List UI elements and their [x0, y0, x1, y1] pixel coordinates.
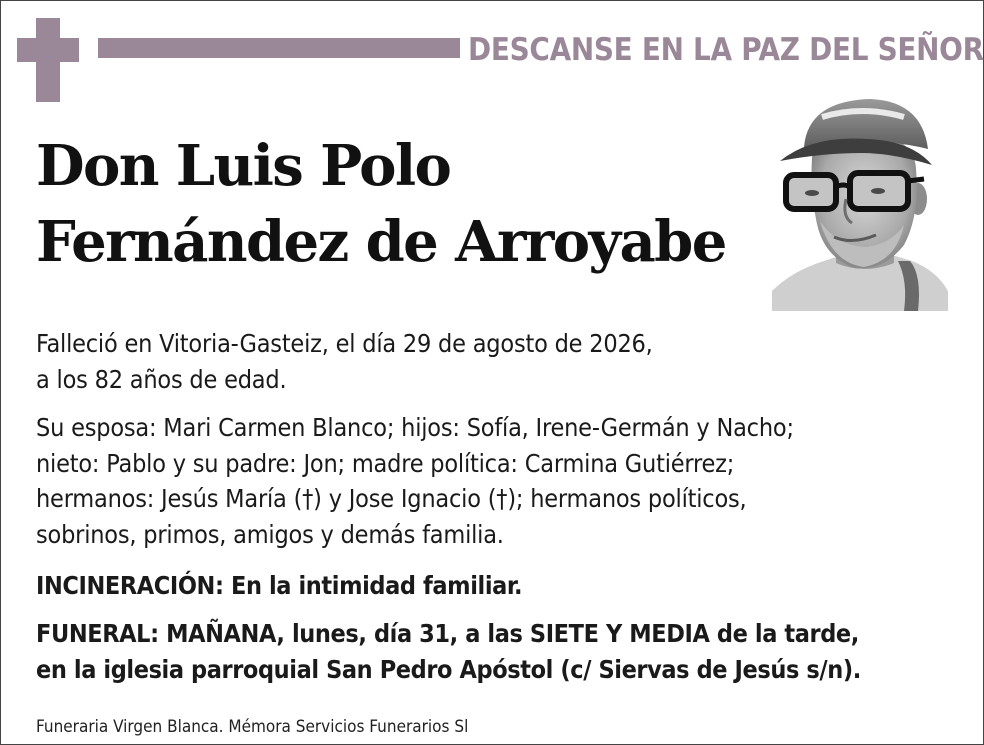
death-notice-line-2: a los 82 años de edad.: [36, 364, 287, 394]
cremation-text: INCINERACIÓN: En la intimidad familiar.: [36, 571, 523, 600]
family-line: hermanos: Jesús María (†) y Jose Ignacio (†); hermanos políticos,: [36, 484, 747, 513]
cross-horizontal-bar: [17, 38, 79, 62]
deceased-photo: [772, 95, 952, 311]
header-rule: [98, 38, 460, 58]
funeral-line-1: FUNERAL: MAÑANA, lunes, día 31, a las SIETE Y MEDIA de la tarde,: [36, 619, 859, 648]
funeral-notice: [36, 616, 861, 687]
family-list: [36, 410, 794, 552]
family-line: sobrinos, primos, amigos y demás familia.: [36, 519, 504, 549]
name-line-2: Fernández de Arroyabe: [36, 209, 726, 275]
cremation-notice: [36, 568, 522, 604]
header-title: DESCANSE EN LA PAZ DEL SEÑOR: [468, 32, 984, 68]
funeral-home-credit: Funeraria Virgen Blanca. Mémora Servicios Funerarios Sl: [36, 717, 469, 737]
funeral-line-2: en la iglesia parroquial San Pedro Apóstol (c/ Siervas de Jesús s/n).: [36, 654, 861, 684]
deceased-name: [36, 128, 726, 280]
family-line: Su esposa: Mari Carmen Blanco; hijos: Sofía, Irene-Germán y Nacho;: [36, 413, 794, 442]
name-line-1: Don Luis Polo: [36, 133, 451, 199]
death-notice: [36, 326, 653, 397]
family-line: nieto: Pablo y su padre: Jon; madre política: Carmina Gutiérrez;: [36, 448, 735, 478]
death-notice-line-1: Falleció en Vitoria-Gasteiz, el día 29 de agosto de 2026,: [36, 329, 653, 358]
